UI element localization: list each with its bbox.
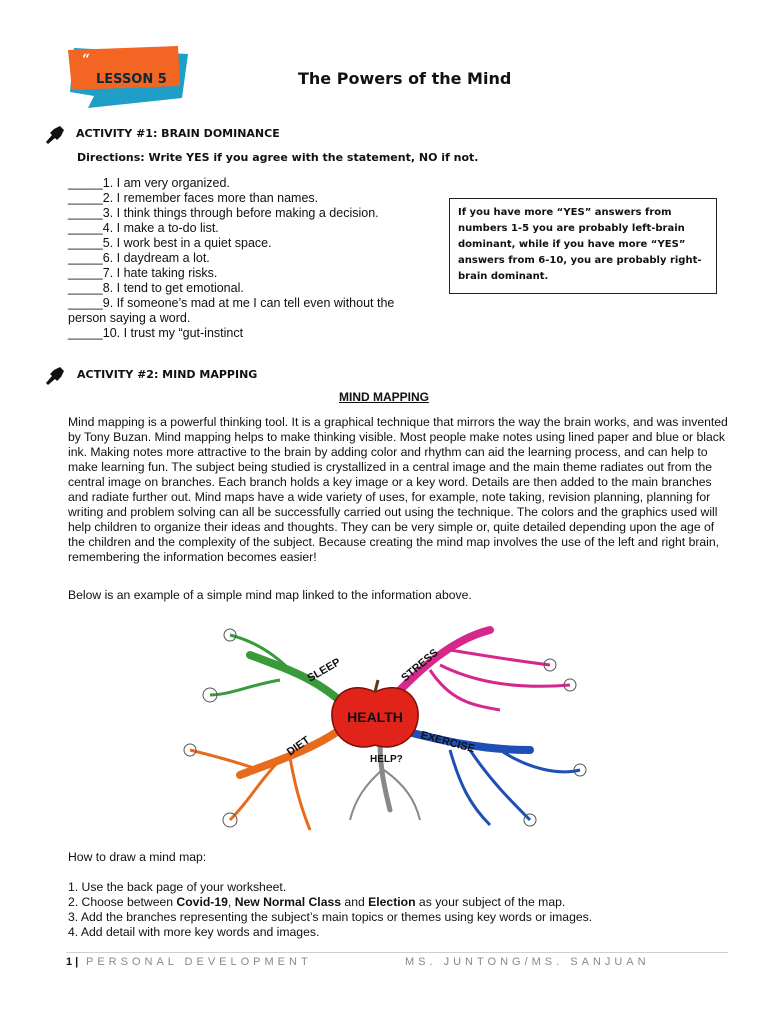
statement-item: _____5. I work best in a quiet space. xyxy=(68,236,272,250)
branch-label: HELP? xyxy=(370,754,403,765)
mind-map-illustration xyxy=(170,610,610,842)
page-number: 1 | xyxy=(66,956,79,968)
dominance-note-box: If you have more “YES” answers from numbers 1-5 you are probably left-brain dominant, while if you have more “YES” answers from 6-10, you are probably right-brain dominant. xyxy=(449,198,717,294)
exercise-subbranch xyxy=(450,750,490,825)
help-subbranch xyxy=(384,770,420,820)
footer-subject: PERSONAL DEVELOPMENT xyxy=(86,956,312,968)
footer-divider xyxy=(66,952,728,953)
howto-heading: How to draw a mind map: xyxy=(68,850,207,864)
directions-text: Directions: Write YES if you agree with the statement, NO if not. xyxy=(77,151,479,164)
pushpin-icon xyxy=(40,122,68,146)
pushpin-icon xyxy=(40,363,68,387)
step-item: 3. Add the branches representing the subject’s main topics or themes using key words or images. xyxy=(68,910,593,924)
statement-item: _____4. I make a to-do list. xyxy=(68,221,219,235)
step-item: 2. Choose between Covid-19, New Normal Class and Election as your subject of the map. xyxy=(68,895,566,909)
stress-subbranch xyxy=(440,665,570,686)
map-center-label: HEALTH xyxy=(347,709,403,725)
branch-label: SLEEP xyxy=(305,656,343,685)
help-branch xyxy=(380,740,390,810)
statement-item: _____1. I am very organized. xyxy=(68,176,230,190)
statement-item: person saying a word. xyxy=(68,311,191,325)
mind-mapping-heading: MIND MAPPING xyxy=(339,390,429,404)
stress-subbranch xyxy=(450,650,550,665)
diet-subbranch xyxy=(290,758,310,830)
activity2-title: ACTIVITY #2: MIND MAPPING xyxy=(77,368,258,381)
svg-text:“: “ xyxy=(82,52,91,68)
statement-item: _____8. I tend to get emotional. xyxy=(68,281,244,295)
mind-mapping-paragraph: Mind mapping is a powerful thinking tool. It is a graphical technique that mirrors the way the brain works, and was invented by Tony Buzan. Mind mapping helps to make thinking visible. Most people make notes using lined paper and blue or black ink. Making notes more attractive to the brain by adding color and rhythm can aid the learning process, and can help to make learning fun. The subject being studied is crystallized in a central image and the main theme radiates out from the central image on branches. Each branch holds a key image or a key word. Details are then added to the main branches and radiate further out. Mind maps have a wide variety of uses, for example, note taking, revision planning, planning for writing and problem solving can all be successfully carried out using the technique. The colors and the graphics used will help children to organize their ideas and thoughts. They can be very simple or, quite detailed depending upon the age of the children and the complexity of the subject. Because creating the mind map involves the use of the left and right brain, remembering the information becomes easier! xyxy=(68,415,728,564)
statement-item: _____6. I daydream a lot. xyxy=(68,251,210,265)
footer-teacher: MS. JUNTONG/MS. SANJUAN xyxy=(405,956,650,968)
lesson-label: LESSON 5 xyxy=(96,72,167,87)
statement-item: _____3. I think things through before making a decision. xyxy=(68,206,379,220)
branch-label: STRESS xyxy=(399,646,441,685)
diet-subbranch xyxy=(190,750,260,770)
statement-item: _____7. I hate taking risks. xyxy=(68,266,218,280)
statement-item: _____9. If someone’s mad at me I can tell even without the xyxy=(68,296,395,310)
page-title: The Powers of the Mind xyxy=(298,69,512,88)
step-item: 4. Add detail with more key words and images. xyxy=(68,925,320,939)
branch-label: DIET xyxy=(284,734,313,759)
statement-item: _____10. I trust my “gut-instinct xyxy=(68,326,244,340)
step-item: 1. Use the back page of your worksheet. xyxy=(68,880,287,894)
statement-item: _____2. I remember faces more than names. xyxy=(68,191,319,205)
sleep-subbranch xyxy=(210,680,280,695)
help-subbranch xyxy=(350,770,382,820)
branch-label: EXERCISE xyxy=(419,729,477,756)
example-intro: Below is an example of a simple mind map linked to the information above. xyxy=(68,588,472,602)
activity1-title: ACTIVITY #1: BRAIN DOMINANCE xyxy=(76,127,280,140)
